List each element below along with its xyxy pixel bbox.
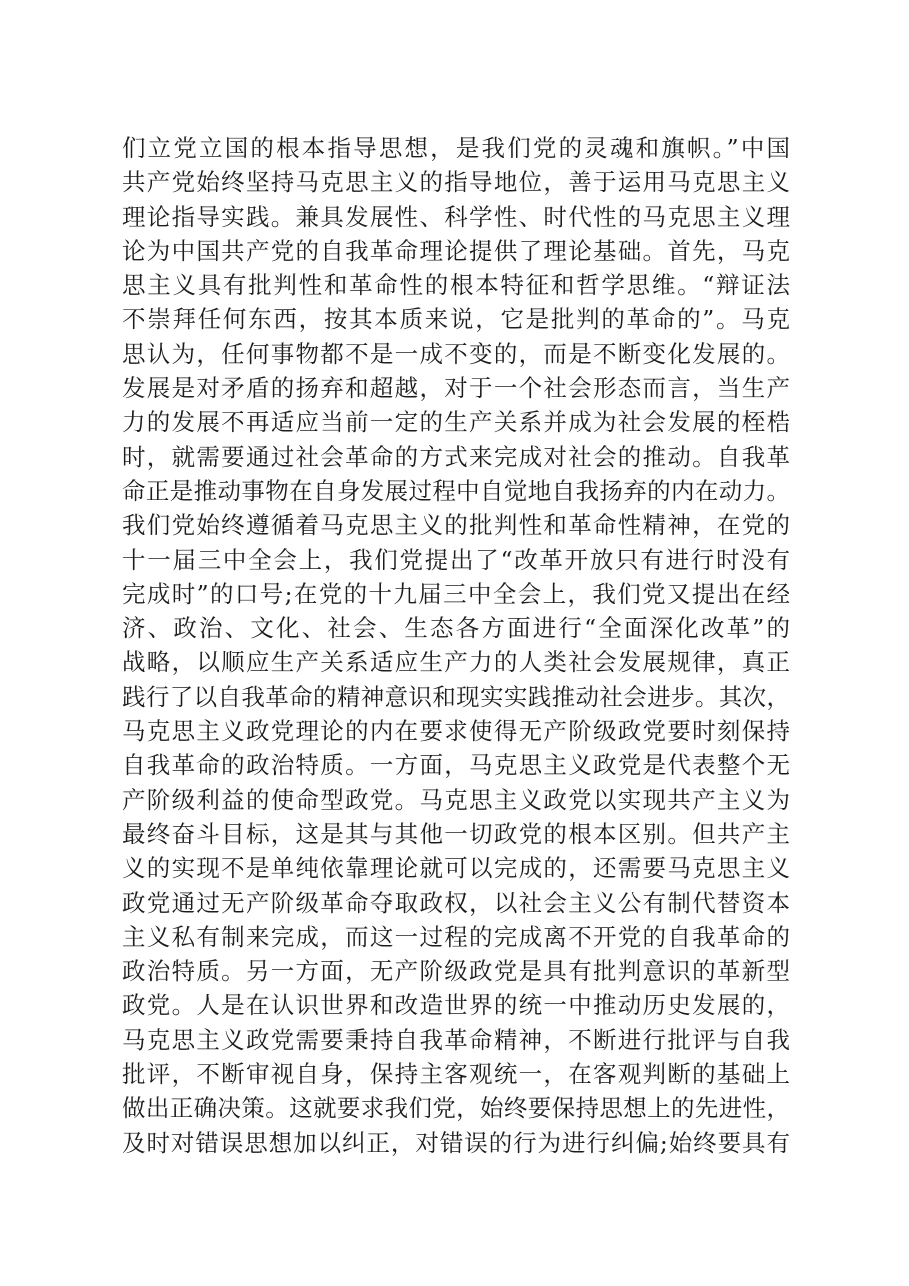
text-line: 政党通过无产阶级革命夺取政权，以社会主义公有制代替资本 — [122, 888, 790, 917]
text-line: 思认为，任何事物都不是一成不变的，而是不断变化发展的。 — [122, 339, 790, 368]
text-line: 十一届三中全会上，我们党提出了“改革开放只有进行时没有 — [122, 545, 790, 574]
text-line: 自我革命的政治特质。一方面，马克思主义政党是代表整个无 — [122, 751, 790, 780]
text-line: 政党。人是在认识世界和改造世界的统一中推动历史发展的， — [122, 991, 790, 1020]
text-line: 批评，不断审视自身，保持主客观统一，在客观判断的基础上 — [122, 1060, 790, 1089]
text-line: 及时对错误思想加以纠正，对错误的行为进行纠偏;始终要具有 — [122, 1128, 790, 1157]
text-line: 最终奋斗目标，这是其与其他一切政党的根本区别。但共产主 — [122, 819, 790, 848]
text-line: 马克思主义政党理论的内在要求使得无产阶级政党要时刻保持 — [122, 717, 790, 746]
text-line: 命正是推动事物在自身发展过程中自觉地自我扬弃的内在动力。 — [122, 476, 790, 505]
text-line: 发展是对矛盾的扬弃和超越，对于一个社会形态而言，当生产 — [122, 374, 790, 403]
text-line: 做出正确决策。这就要求我们党，始终要保持思想上的先进性， — [122, 1094, 790, 1123]
text-line: 义的实现不是单纯依靠理论就可以完成的，还需要马克思主义 — [122, 854, 790, 883]
text-line: 思主义具有批判性和革命性的根本特征和哲学思维。“辩证法 — [122, 271, 790, 300]
text-line: 战略，以顺应生产关系适应生产力的人类社会发展规律，真正 — [122, 648, 790, 677]
body-paragraph — [122, 131, 790, 1160]
text-line: 马克思主义政党需要秉持自我革命精神，不断进行批评与自我 — [122, 1025, 790, 1054]
text-line: 产阶级利益的使命型政党。马克思主义政党以实现共产主义为 — [122, 785, 790, 814]
text-line: 践行了以自我革命的精神意识和现实实践推动社会进步。其次， — [122, 682, 790, 711]
text-line: 政治特质。另一方面，无产阶级政党是具有批判意识的革新型 — [122, 957, 790, 986]
text-line: 时，就需要通过社会革命的方式来完成对社会的推动。自我革 — [122, 442, 790, 471]
text-line: 力的发展不再适应当前一定的生产关系并成为社会发展的桎梏 — [122, 408, 790, 437]
text-line: 共产党始终坚持马克思主义的指导地位，善于运用马克思主义 — [122, 168, 790, 197]
text-line: 不崇拜任何东西，按其本质来说，它是批判的革命的”。马克 — [122, 305, 790, 334]
text-line: 主义私有制来完成，而这一过程的完成离不开党的自我革命的 — [122, 922, 790, 951]
text-line: 完成时”的口号;在党的十九届三中全会上，我们党又提出在经 — [122, 579, 790, 608]
text-line: 济、政治、文化、社会、生态各方面进行“全面深化改革”的 — [122, 614, 790, 643]
text-line: 理论指导实践。兼具发展性、科学性、时代性的马克思主义理 — [122, 202, 790, 231]
text-line: 们立党立国的根本指导思想，是我们党的灵魂和旗帜。”中国 — [122, 134, 790, 162]
text-line: 我们党始终遵循着马克思主义的批判性和革命性精神，在党的 — [122, 511, 790, 540]
text-line: 论为中国共产党的自我革命理论提供了理论基础。首先，马克 — [122, 236, 790, 265]
